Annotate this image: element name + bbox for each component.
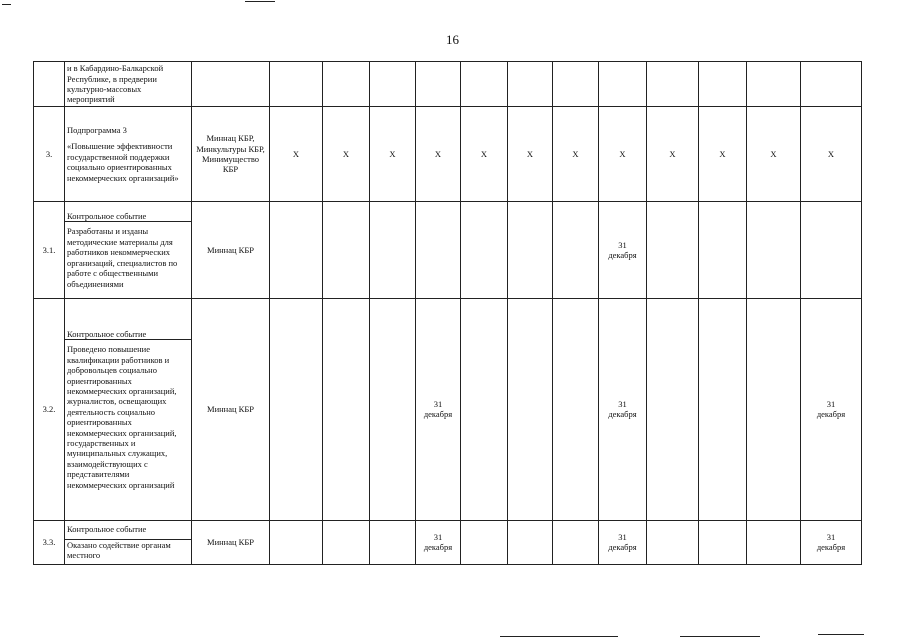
deadline-day: 31 — [433, 399, 443, 410]
scan-mark — [2, 4, 11, 5]
schedule-cell — [747, 62, 801, 107]
x-mark: Х — [801, 107, 862, 202]
row-responsible: Миннац КБР — [192, 299, 270, 521]
deadline-month: декабря — [608, 249, 637, 260]
scan-mark — [500, 636, 618, 637]
x-mark: Х — [461, 107, 508, 202]
schedule-cell — [370, 202, 416, 299]
row-number: 3.2. — [34, 299, 65, 521]
x-mark: Х — [370, 107, 416, 202]
schedule-cell — [699, 62, 747, 107]
schedule-cell — [508, 62, 553, 107]
control-event-label: Контрольное событие — [65, 211, 191, 222]
row-responsible — [192, 62, 270, 107]
plan-table — [33, 61, 862, 565]
subprogram-label: Подпрограмма 3 — [67, 124, 127, 135]
schedule-cell — [553, 202, 599, 299]
schedule-cell — [270, 299, 323, 521]
table-row — [34, 62, 862, 107]
x-mark: Х — [416, 107, 461, 202]
schedule-cell — [416, 202, 461, 299]
schedule-cell — [699, 202, 747, 299]
x-mark: Х — [270, 107, 323, 202]
deadline-month: декабря — [816, 409, 846, 420]
row-description — [65, 299, 192, 521]
x-mark: Х — [599, 107, 647, 202]
schedule-cell — [747, 521, 801, 565]
row-number — [34, 62, 65, 107]
table-row — [34, 202, 862, 299]
deadline-cell — [416, 299, 461, 521]
deadline-month: декабря — [423, 542, 453, 553]
deadline-cell — [599, 299, 647, 521]
event-text: Проведено повышение квалификации работников и добровольцев социально ориентированных некоммерческих организаций, журналистов, освещающих деятельность социально ориентированных некоммерческих организаций, государственных и муниципальных служащих, взаимодействующих с представителями некоммерческих организаций — [67, 344, 177, 490]
deadline-day: 31 — [433, 532, 443, 543]
deadline-cell — [801, 299, 862, 521]
event-text: Разработаны и изданы методические материалы для работников некоммерческих организаций, специалистов по работе с общественными объединениями — [67, 226, 178, 289]
schedule-cell — [323, 62, 370, 107]
event-text: Оказано содействие органам местного — [67, 539, 171, 561]
deadline-month: декабря — [608, 409, 637, 420]
x-mark: Х — [647, 107, 699, 202]
schedule-cell — [699, 521, 747, 565]
schedule-cell — [461, 202, 508, 299]
schedule-cell — [461, 62, 508, 107]
row-responsible: Миннац КБР — [192, 521, 270, 565]
row-description — [65, 202, 192, 299]
schedule-cell — [647, 521, 699, 565]
row-responsible: Миннац КБР, Минкультуры КБР, Минимущество КБР — [192, 107, 270, 202]
deadline-month: декабря — [816, 542, 846, 553]
schedule-cell — [801, 202, 862, 299]
x-mark: Х — [553, 107, 599, 202]
schedule-cell — [370, 521, 416, 565]
schedule-cell — [647, 202, 699, 299]
x-mark: Х — [699, 107, 747, 202]
deadline-day: 31 — [826, 532, 836, 543]
schedule-cell — [461, 521, 508, 565]
row-number: 3. — [34, 107, 65, 202]
control-event-label: Контрольное событие — [67, 524, 147, 535]
schedule-cell — [270, 521, 323, 565]
page-number: 16 — [446, 32, 459, 47]
deadline-day: 31 — [618, 399, 627, 410]
schedule-cell — [323, 521, 370, 565]
schedule-cell — [461, 299, 508, 521]
deadline-month: декабря — [423, 409, 453, 420]
control-event-label: Контрольное событие — [65, 329, 191, 340]
scan-mark — [245, 1, 275, 2]
deadline-cell — [599, 521, 647, 565]
deadline-day: 31 — [618, 239, 627, 250]
deadline-month: декабря — [608, 542, 637, 553]
schedule-cell — [270, 202, 323, 299]
row-description — [65, 107, 192, 202]
row-description: и в Кабардино-Балкарской Республике, в предверии культурно-массовых мероприятий — [65, 62, 192, 107]
scan-mark — [680, 636, 760, 637]
schedule-cell — [801, 62, 862, 107]
scan-mark — [818, 634, 864, 635]
deadline-cell — [599, 202, 647, 299]
x-mark: Х — [747, 107, 801, 202]
table-row — [34, 521, 862, 565]
table-row — [34, 299, 862, 521]
schedule-cell — [747, 202, 801, 299]
schedule-cell — [553, 299, 599, 521]
row-number: 3.3. — [34, 521, 65, 565]
schedule-cell — [553, 62, 599, 107]
schedule-cell — [699, 299, 747, 521]
schedule-cell — [323, 202, 370, 299]
row-number: 3.1. — [34, 202, 65, 299]
schedule-cell — [747, 299, 801, 521]
deadline-cell — [801, 521, 862, 565]
x-mark: Х — [508, 107, 553, 202]
schedule-cell — [599, 62, 647, 107]
x-mark: Х — [323, 107, 370, 202]
schedule-cell — [553, 521, 599, 565]
deadline-cell — [416, 521, 461, 565]
deadline-day: 31 — [618, 532, 627, 543]
schedule-cell — [647, 299, 699, 521]
schedule-cell — [508, 299, 553, 521]
schedule-cell — [508, 202, 553, 299]
subprogram-title: «Повышение эффективности государственной поддержки социально ориентированных некоммерческих организаций» — [67, 141, 179, 183]
schedule-cell — [416, 62, 461, 107]
row-description — [65, 521, 192, 565]
schedule-cell — [370, 299, 416, 521]
schedule-cell — [323, 299, 370, 521]
deadline-day: 31 — [826, 399, 836, 410]
schedule-cell — [270, 62, 323, 107]
row-responsible: Миннац КБР — [192, 202, 270, 299]
schedule-cell — [370, 62, 416, 107]
schedule-cell — [508, 521, 553, 565]
table-row — [34, 107, 862, 202]
schedule-cell — [647, 62, 699, 107]
